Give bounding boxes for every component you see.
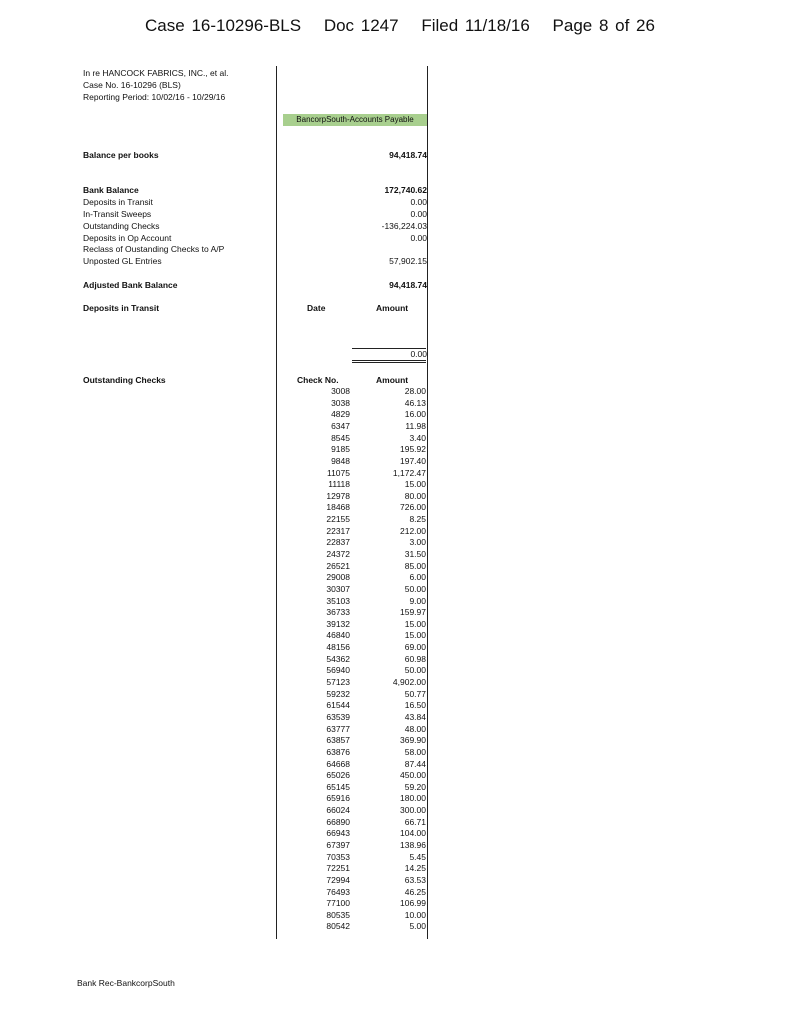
check-number: 61544 <box>326 700 350 711</box>
table-row <box>300 479 426 491</box>
check-number: 65916 <box>326 793 350 804</box>
check-amount: 5.45 <box>409 851 426 862</box>
table-row <box>300 712 426 724</box>
table-row <box>300 759 426 771</box>
table-row <box>300 805 426 817</box>
check-number: 70353 <box>326 851 350 862</box>
table-row <box>300 654 426 666</box>
table-row <box>300 607 426 619</box>
column-rule-left <box>276 66 277 939</box>
deposits-total-double-rule <box>352 360 426 361</box>
adjustment-value: 0.00 <box>410 197 427 207</box>
check-number: 64668 <box>326 758 350 769</box>
table-row <box>300 596 426 608</box>
check-number: 39132 <box>326 618 350 629</box>
check-number: 29008 <box>326 572 350 583</box>
check-amount: 16.50 <box>404 700 426 711</box>
check-amount: 50.77 <box>404 688 426 699</box>
check-number: 18468 <box>326 502 350 513</box>
check-number: 65145 <box>326 781 350 792</box>
table-row <box>300 828 426 840</box>
check-amount: 50.00 <box>404 665 426 676</box>
table-row <box>300 537 426 549</box>
check-amount: 369.90 <box>400 735 426 746</box>
table-row <box>300 502 426 514</box>
check-amount: 159.97 <box>400 607 426 618</box>
table-row <box>300 735 426 747</box>
table-row <box>300 409 426 421</box>
check-amount: 63.53 <box>404 874 426 885</box>
check-number: 22317 <box>326 525 350 536</box>
check-amount: 8.25 <box>409 514 426 524</box>
table-row <box>300 840 426 852</box>
table-row <box>300 724 426 736</box>
check-number: 54362 <box>326 653 350 664</box>
check-number: 22837 <box>326 537 350 548</box>
check-number: 46840 <box>326 630 350 641</box>
check-amount: 3.00 <box>409 537 426 548</box>
check-amount: 43.84 <box>404 711 426 722</box>
table-row <box>300 921 426 933</box>
table-row <box>300 770 426 782</box>
check-amount: 138.96 <box>400 840 426 850</box>
table-row <box>300 863 426 875</box>
check-amount: 15.00 <box>404 618 426 629</box>
table-row <box>300 561 426 573</box>
check-number: 76493 <box>326 886 350 897</box>
table-row <box>300 642 426 654</box>
check-number: 63777 <box>326 723 350 734</box>
check-amount: 16.00 <box>404 409 426 420</box>
check-number: 3038 <box>331 397 350 408</box>
adjustment-label: Reclass of Oustanding Checks to A/P <box>83 244 225 254</box>
check-number: 77100 <box>326 898 350 909</box>
check-number: 65026 <box>326 770 350 781</box>
check-amount: 50.00 <box>404 583 426 594</box>
check-number: 4829 <box>331 409 350 420</box>
adjustment-label: Outstanding Checks <box>83 221 160 231</box>
check-amount: 31.50 <box>404 549 426 559</box>
check-amount: 85.00 <box>404 560 426 571</box>
check-amount: 28.00 <box>404 386 426 396</box>
table-row <box>300 689 426 701</box>
check-amount: 450.00 <box>400 770 426 781</box>
check-amount: 87.44 <box>404 758 426 769</box>
check-number: 56940 <box>326 665 350 676</box>
adjustment-value: 0.00 <box>410 233 427 243</box>
deposits-total-value: 0.00 <box>410 349 427 359</box>
adjustment-label: In-Transit Sweeps <box>83 209 152 219</box>
balance-per-books-value: 94,418.74 <box>389 150 427 160</box>
check-number: 57123 <box>326 677 350 687</box>
check-number: 11075 <box>326 467 350 478</box>
adjusted-bank-balance-value: 94,418.74 <box>389 280 427 290</box>
case-number: Case 16-10296-BLS <box>145 16 302 35</box>
table-row <box>300 747 426 759</box>
filed-date: Filed 11/18/16 <box>421 16 530 35</box>
table-row <box>300 421 426 433</box>
table-row <box>300 549 426 561</box>
table-row <box>300 584 426 596</box>
check-amount: 5.00 <box>409 921 426 932</box>
table-row <box>300 526 426 538</box>
adjusted-bank-balance-label: Adjusted Bank Balance <box>83 280 178 290</box>
outstanding-checks-label: Outstanding Checks <box>83 375 166 385</box>
check-number: 80535 <box>326 909 350 920</box>
table-row <box>300 875 426 887</box>
adjustment-value: 57,902.15 <box>389 256 427 266</box>
check-number: 3008 <box>331 386 350 396</box>
column-rule-right <box>427 66 428 939</box>
check-number: 59232 <box>326 688 350 699</box>
check-amount: 726.00 <box>400 502 426 513</box>
check-amount: 195.92 <box>400 444 426 455</box>
check-amount: 66.71 <box>404 816 426 827</box>
check-number: 24372 <box>326 549 350 559</box>
meta-reporting-period: Reporting Period: 10/02/16 - 10/29/16 <box>83 92 226 102</box>
check-number: 12978 <box>326 490 350 501</box>
table-row <box>300 456 426 468</box>
check-number: 35103 <box>326 595 350 606</box>
meta-debtor: In re HANCOCK FABRICS, INC., et al. <box>83 68 229 78</box>
check-amount-header: Amount <box>376 375 409 385</box>
check-number: 63539 <box>326 711 350 722</box>
check-amount: 15.00 <box>404 630 426 641</box>
check-number: 63857 <box>326 735 350 746</box>
check-number: 63876 <box>326 746 350 757</box>
check-number: 67397 <box>326 840 350 850</box>
adjustment-label: Deposits in Op Account <box>83 233 172 243</box>
adjustment-value: 0.00 <box>410 209 427 219</box>
check-amount: 15.00 <box>404 479 426 490</box>
doc-number: Doc 1247 <box>323 16 399 35</box>
adjustment-value: -136,224.03 <box>381 221 427 231</box>
adjustment-label: Unposted GL Entries <box>83 256 162 266</box>
check-amount: 6.00 <box>409 572 426 583</box>
check-amount: 80.00 <box>404 490 426 501</box>
deposits-amount-header: Amount <box>376 303 409 313</box>
check-amount: 1,172.47 <box>392 467 426 478</box>
check-amount: 46.13 <box>404 397 426 408</box>
page-number: Page 8 of 26 <box>552 16 655 35</box>
table-row <box>300 700 426 712</box>
account-label: BancorpSouth-Accounts Payable <box>283 114 427 126</box>
deposits-in-transit-label: Deposits in Transit <box>83 303 160 313</box>
table-row <box>300 782 426 794</box>
footer-label: Bank Rec-BankcorpSouth <box>77 978 175 988</box>
check-number: 9185 <box>331 444 350 455</box>
check-amount: 69.00 <box>404 642 426 653</box>
table-row <box>300 817 426 829</box>
table-row <box>300 468 426 480</box>
table-row <box>300 444 426 456</box>
table-row <box>300 852 426 864</box>
table-row <box>300 793 426 805</box>
check-number: 6347 <box>331 420 350 431</box>
check-amount: 3.40 <box>409 432 426 443</box>
check-amount: 104.00 <box>400 828 426 839</box>
check-amount: 9.00 <box>409 595 426 606</box>
check-amount: 60.98 <box>404 653 426 664</box>
table-row <box>300 898 426 910</box>
check-amount: 197.40 <box>400 455 426 466</box>
table-row <box>300 630 426 642</box>
check-number: 66890 <box>326 816 350 827</box>
check-number: 66943 <box>326 828 350 839</box>
deposits-total-double-rule <box>352 362 426 363</box>
check-number: 80542 <box>326 921 350 932</box>
check-no-header: Check No. <box>297 375 339 385</box>
check-number: 72251 <box>326 863 350 874</box>
check-amount: 58.00 <box>404 746 426 757</box>
table-row <box>300 491 426 503</box>
check-amount: 14.25 <box>404 863 426 874</box>
check-number: 48156 <box>326 642 350 653</box>
table-row <box>300 887 426 899</box>
case-header <box>0 16 800 36</box>
table-row <box>300 398 426 410</box>
table-row <box>300 677 426 689</box>
check-amount: 106.99 <box>400 898 426 909</box>
table-row <box>300 514 426 526</box>
table-row <box>300 910 426 922</box>
table-row <box>300 386 426 398</box>
check-number: 26521 <box>326 560 350 571</box>
check-number: 36733 <box>326 607 350 618</box>
table-row <box>300 433 426 445</box>
adjustment-label: Deposits in Transit <box>83 197 153 207</box>
check-number: 9848 <box>331 455 350 466</box>
check-amount: 180.00 <box>400 793 426 804</box>
check-number: 72994 <box>326 874 350 885</box>
check-number: 22155 <box>326 514 350 524</box>
table-row <box>300 665 426 677</box>
balance-per-books-label: Balance per books <box>83 150 159 160</box>
check-amount: 10.00 <box>404 909 426 920</box>
check-number: 30307 <box>326 583 350 594</box>
check-amount: 46.25 <box>404 886 426 897</box>
check-amount: 59.20 <box>404 781 426 792</box>
table-row <box>300 619 426 631</box>
check-number: 11118 <box>328 479 350 490</box>
bank-balance-value: 172,740.62 <box>384 185 427 195</box>
check-number: 8545 <box>331 432 350 443</box>
check-amount: 11.98 <box>405 420 426 431</box>
bank-balance-label: Bank Balance <box>83 185 139 195</box>
check-amount: 212.00 <box>400 525 426 536</box>
check-amount: 48.00 <box>404 723 426 734</box>
deposits-date-header: Date <box>307 303 326 313</box>
meta-case-no: Case No. 16-10296 (BLS) <box>83 80 181 90</box>
check-amount: 4,902.00 <box>392 677 426 687</box>
check-number: 66024 <box>326 805 350 815</box>
table-row <box>300 572 426 584</box>
check-amount: 300.00 <box>400 805 426 815</box>
